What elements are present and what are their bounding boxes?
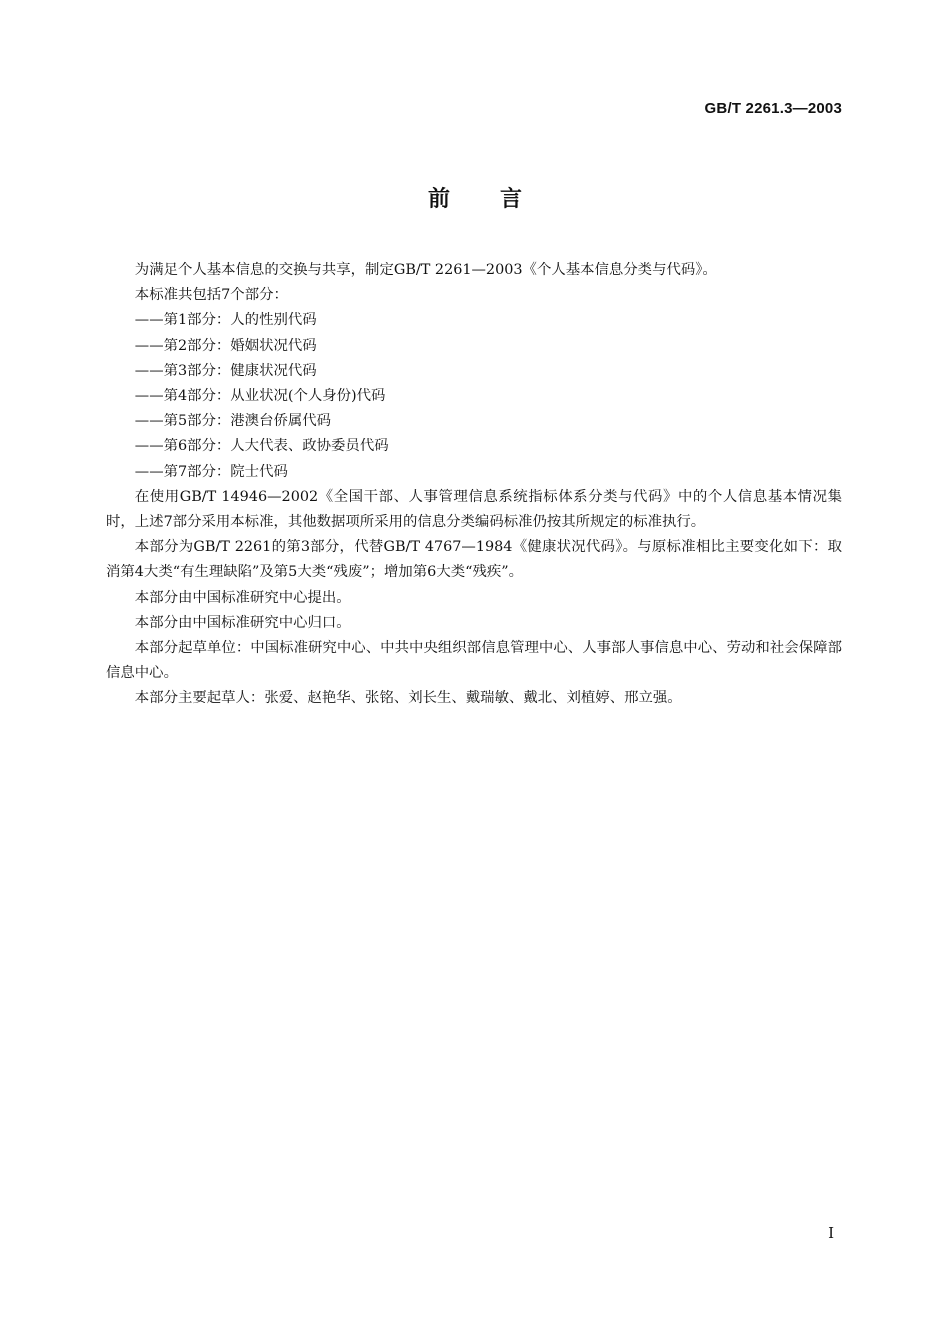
- page-title: 前言: [427, 187, 572, 212]
- administrator-paragraph: 本部分由中国标准研究中心归口。: [134, 614, 351, 631]
- page-number: I: [828, 1224, 834, 1242]
- standard-code: GB/T 2261.3—2003: [704, 100, 842, 117]
- list-item: ——第1部分：人的性别代码: [134, 312, 317, 329]
- drafters-paragraph: 本部分主要起草人：张爱、赵艳华、张铭、刘长生、戴瑞敏、戴北、刘植婷、邢立强。: [134, 690, 682, 707]
- list-item: ——第2部分：婚姻状况代码: [134, 337, 317, 354]
- intro-paragraph: 为满足个人基本信息的交换与共享，制定GB/T 2261—2003《个人基本信息分类与代码》。: [134, 262, 717, 278]
- list-item: ——第4部分：从业状况(个人身份)代码: [134, 388, 386, 405]
- list-item: ——第3部分：健康状况代码: [134, 362, 317, 379]
- foreword-body: [106, 258, 842, 712]
- list-item: ——第6部分：人大代表、政协委员代码: [134, 438, 389, 455]
- drafting-units-paragraph: 本部分起草单位：中国标准研究中心、中共中央组织部信息管理中心、人事部人事信息中心、劳动和社会保障部信息中心。: [106, 640, 842, 682]
- usage-paragraph: 在使用GB/T 14946—2002《全国干部、人事管理信息系统指标体系分类与代码》中的个人信息基本情况集时，上述7部分采用本标准，其他数据项所采用的信息分类编码标准仍按其所规定的标准执行。: [106, 488, 842, 531]
- changes-paragraph: 本部分为GB/T 2261的第3部分，代替GB/T 4767—1984《健康状况代码》。与原标准相比主要变化如下：取消第4大类“有生理缺陷”及第5大类“残废”；增加第6大类“残疾”。: [106, 539, 842, 581]
- proposer-paragraph: 本部分由中国标准研究中心提出。: [134, 589, 351, 606]
- parts-intro: 本标准共包括7个部分：: [134, 287, 288, 304]
- parts-list: [106, 308, 842, 484]
- list-item: ——第7部分：院士代码: [134, 463, 288, 480]
- list-item: ——第5部分：港澳台侨属代码: [134, 413, 332, 430]
